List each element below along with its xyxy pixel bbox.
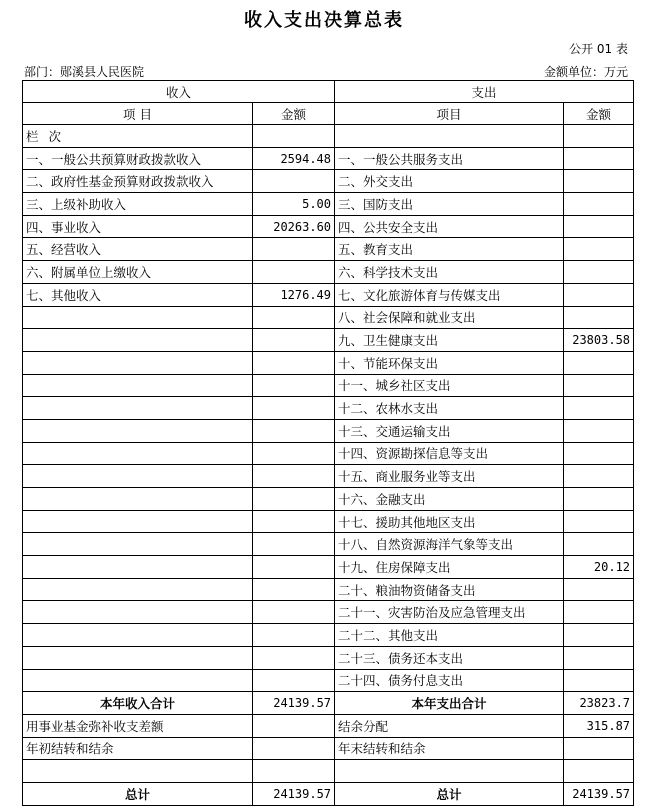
income-item-cell <box>23 374 253 397</box>
income-amount-cell <box>253 306 335 329</box>
income-item-cell <box>23 397 253 420</box>
income-item-cell <box>23 510 253 533</box>
income-amount-cell <box>253 669 335 692</box>
blank-cell <box>564 760 634 783</box>
expense-amount-cell: 23803.58 <box>564 329 634 352</box>
expense-amount-cell <box>564 510 634 533</box>
income-amount-cell <box>253 170 335 193</box>
expense-item-cell: 七、文化旅游体育与传媒支出 <box>335 283 564 306</box>
expense-item-cell: 二十一、灾害防治及应急管理支出 <box>335 601 564 624</box>
table-row <box>23 215 634 238</box>
income-item-cell <box>23 578 253 601</box>
table-row <box>23 669 634 692</box>
expense-item-cell: 四、公共安全支出 <box>335 215 564 238</box>
table-row <box>23 147 634 170</box>
table-row <box>23 306 634 329</box>
expense-amount-cell <box>564 283 634 306</box>
income-item-cell <box>23 351 253 374</box>
section-header-row <box>23 81 634 103</box>
income-amount-cell: 1276.49 <box>253 283 335 306</box>
carryover-row <box>23 737 634 760</box>
income-amount-cell <box>253 578 335 601</box>
income-item-cell: 三、上级补助收入 <box>23 193 253 216</box>
income-amount-cell <box>253 238 335 261</box>
expense-item-cell: 二十三、债务还本支出 <box>335 646 564 669</box>
expense-item-cell: 九、卫生健康支出 <box>335 329 564 352</box>
expense-section-header: 支出 <box>335 81 634 103</box>
income-amount-cell <box>253 374 335 397</box>
income-amount-cell <box>253 624 335 647</box>
expense-amount-cell <box>564 397 634 420</box>
income-item-cell <box>23 556 253 579</box>
expense-amount-cell <box>564 147 634 170</box>
expense-item-cell: 三、国防支出 <box>335 193 564 216</box>
income-item-cell: 四、事业收入 <box>23 215 253 238</box>
grand-income-total-amount: 24139.57 <box>253 782 335 805</box>
income-amount-cell <box>253 488 335 511</box>
table-row <box>23 442 634 465</box>
column-header-row <box>23 103 634 125</box>
expense-item-cell: 十九、住房保障支出 <box>335 556 564 579</box>
surplus-distribution-label: 结余分配 <box>335 714 564 737</box>
income-amount-cell <box>253 419 335 442</box>
expense-item-cell: 十四、资源勘探信息等支出 <box>335 442 564 465</box>
expense-item-cell: 十三、交通运输支出 <box>335 419 564 442</box>
income-amount-cell <box>253 442 335 465</box>
surplus-distribution-amount: 315.87 <box>564 714 634 737</box>
blank-row <box>23 760 634 783</box>
expense-amount-cell <box>564 442 634 465</box>
table-row <box>23 624 634 647</box>
column-index-label: 栏 次 <box>23 125 253 148</box>
table-row <box>23 601 634 624</box>
report-title: 收入支出决算总表 <box>244 10 404 31</box>
income-item-cell <box>23 624 253 647</box>
grand-expense-total-amount: 24139.57 <box>564 782 634 805</box>
income-item-cell <box>23 306 253 329</box>
expense-amount-cell <box>564 261 634 284</box>
expense-item-cell: 一、一般公共服务支出 <box>335 147 564 170</box>
reserve-surplus-row <box>23 714 634 737</box>
table-row <box>23 488 634 511</box>
expense-amount-cell <box>564 238 634 261</box>
expense-amount-cell <box>564 646 634 669</box>
expense-item-cell: 十二、农林水支出 <box>335 397 564 420</box>
income-amount-cell: 2594.48 <box>253 147 335 170</box>
reserve-fund-amount <box>253 714 335 737</box>
column-index-cell <box>564 125 634 148</box>
income-amount-cell <box>253 465 335 488</box>
income-amount-cell <box>253 556 335 579</box>
income-amount-cell <box>253 329 335 352</box>
expense-amount-cell <box>564 669 634 692</box>
income-amount-cell <box>253 533 335 556</box>
expense-item-cell: 十、节能环保支出 <box>335 351 564 374</box>
expense-item-cell: 十八、自然资源海洋气象等支出 <box>335 533 564 556</box>
income-item-cell: 五、经营收入 <box>23 238 253 261</box>
column-index-cell <box>253 125 335 148</box>
year-expense-total-label: 本年支出合计 <box>335 692 564 715</box>
year-income-total-label: 本年收入合计 <box>23 692 253 715</box>
income-amount-header: 金额 <box>253 103 335 125</box>
column-index-row <box>23 125 634 148</box>
expense-amount-cell <box>564 351 634 374</box>
end-carryover-amount <box>564 737 634 760</box>
expense-amount-cell <box>564 193 634 216</box>
table-row <box>23 646 634 669</box>
table-row <box>23 533 634 556</box>
income-item-cell <box>23 488 253 511</box>
expense-amount-cell <box>564 170 634 193</box>
grand-total-row <box>23 782 634 805</box>
income-item-cell <box>23 329 253 352</box>
expense-item-cell: 二十、粮油物资储备支出 <box>335 578 564 601</box>
reserve-fund-label: 用事业基金弥补收支差额 <box>23 714 253 737</box>
blank-cell <box>253 760 335 783</box>
expense-amount-cell <box>564 465 634 488</box>
expense-amount-cell <box>564 533 634 556</box>
income-item-cell: 二、政府性基金预算财政拨款收入 <box>23 170 253 193</box>
table-row <box>23 261 634 284</box>
expense-amount-cell <box>564 624 634 647</box>
table-row <box>23 283 634 306</box>
department-label: 部门：郧溪县人民医院 <box>24 65 145 79</box>
expense-amount-cell <box>564 601 634 624</box>
expense-item-cell: 二、外交支出 <box>335 170 564 193</box>
table-row <box>23 556 634 579</box>
income-expense-table <box>22 80 634 806</box>
table-row <box>23 351 634 374</box>
income-item-cell <box>23 669 253 692</box>
table-row <box>23 419 634 442</box>
expense-amount-cell <box>564 306 634 329</box>
table-row <box>23 329 634 352</box>
expense-item-cell: 十一、城乡社区支出 <box>335 374 564 397</box>
amount-unit-label: 金额单位：万元 <box>543 65 628 79</box>
expense-item-cell: 五、教育支出 <box>335 238 564 261</box>
income-item-cell: 六、附属单位上缴收入 <box>23 261 253 284</box>
income-amount-cell <box>253 646 335 669</box>
income-amount-cell <box>253 351 335 374</box>
expense-amount-cell <box>564 578 634 601</box>
end-carryover-label: 年末结转和结余 <box>335 737 564 760</box>
table-row <box>23 578 634 601</box>
table-row <box>23 193 634 216</box>
expense-item-cell: 十五、商业服务业等支出 <box>335 465 564 488</box>
table-row <box>23 397 634 420</box>
expense-amount-cell <box>564 488 634 511</box>
income-amount-cell <box>253 261 335 284</box>
year-total-row <box>23 692 634 715</box>
expense-item-cell: 二十二、其他支出 <box>335 624 564 647</box>
expense-amount-cell: 20.12 <box>564 556 634 579</box>
income-section-header: 收入 <box>23 81 335 103</box>
grand-income-total-label: 总计 <box>23 782 253 805</box>
expense-item-cell: 十七、援助其他地区支出 <box>335 510 564 533</box>
income-item-cell: 一、一般公共预算财政拨款收入 <box>23 147 253 170</box>
expense-amount-cell <box>564 374 634 397</box>
income-amount-cell: 5.00 <box>253 193 335 216</box>
income-amount-cell <box>253 397 335 420</box>
expense-item-header: 项目 <box>335 103 564 125</box>
expense-item-cell: 八、社会保障和就业支出 <box>335 306 564 329</box>
income-amount-cell: 20263.60 <box>253 215 335 238</box>
income-item-cell <box>23 601 253 624</box>
column-index-cell <box>335 125 564 148</box>
income-amount-cell <box>253 510 335 533</box>
begin-carryover-amount <box>253 737 335 760</box>
income-item-cell <box>23 533 253 556</box>
table-row <box>23 170 634 193</box>
income-item-cell <box>23 646 253 669</box>
table-row <box>23 510 634 533</box>
income-item-cell <box>23 419 253 442</box>
year-expense-total-amount: 23823.7 <box>564 692 634 715</box>
year-income-total-amount: 24139.57 <box>253 692 335 715</box>
expense-amount-cell <box>564 215 634 238</box>
expense-item-cell: 二十四、债务付息支出 <box>335 669 564 692</box>
expense-item-cell: 十六、金融支出 <box>335 488 564 511</box>
income-item-cell <box>23 442 253 465</box>
blank-cell <box>23 760 253 783</box>
table-row <box>23 465 634 488</box>
expense-item-cell: 六、科学技术支出 <box>335 261 564 284</box>
expense-amount-header: 金额 <box>564 103 634 125</box>
form-number: 公开 01 表 <box>569 42 628 56</box>
income-item-header: 项 目 <box>23 103 253 125</box>
income-item-cell <box>23 465 253 488</box>
begin-carryover-label: 年初结转和结余 <box>23 737 253 760</box>
blank-cell <box>335 760 564 783</box>
expense-amount-cell <box>564 419 634 442</box>
table-row <box>23 238 634 261</box>
income-amount-cell <box>253 601 335 624</box>
grand-expense-total-label: 总计 <box>335 782 564 805</box>
table-row <box>23 374 634 397</box>
income-item-cell: 七、其他收入 <box>23 283 253 306</box>
